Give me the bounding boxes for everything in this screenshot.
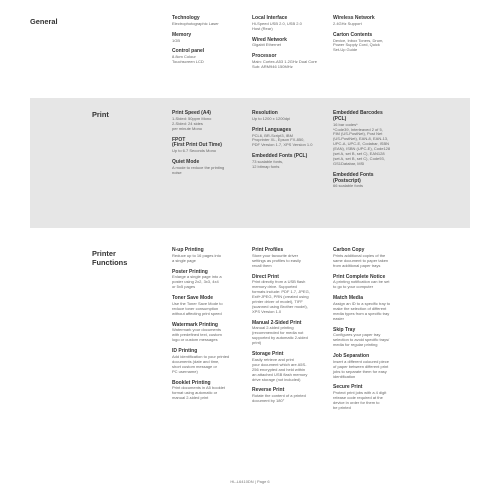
spec-item [252, 352, 326, 382]
spec-item [172, 160, 246, 176]
spec-text: Electrophotographic Laser [172, 20, 219, 26]
spec-heading: Resolution [252, 110, 278, 116]
spec-item [333, 33, 407, 54]
spec-item [252, 154, 326, 170]
spec-text: Print documents in A5 booklet format using automatic or manual 2-sided print [172, 385, 225, 401]
spec-text: Use the Toner Save Mode to reduce toner consumption without affecting print speed [172, 300, 223, 316]
spec-heading: Print Speed (A4) [172, 110, 211, 116]
spec-text: Up to 6.7 Seconds Mono [172, 148, 217, 154]
spec-text: 66 scalable fonts [333, 183, 364, 189]
spec-text: Hi-Speed USB 2.0, USB 2.0 Host (Rear) [252, 20, 302, 31]
spec-heading: ID Printing [172, 348, 198, 355]
spec-heading: Toner Save Mode [172, 295, 214, 302]
spec-heading: N-up Printing [172, 247, 204, 253]
spec-item [252, 248, 326, 269]
spec-item [252, 16, 326, 32]
spec-text: Insert a different coloured piece of paper between different print jobs to separate them for easy identification [333, 358, 389, 379]
spec-heading: Embedded Fonts (PCL) [252, 153, 308, 160]
print-col-1 [172, 111, 246, 182]
spec-text: Prints additional copies of the same document to paper taken from additional paper trays [333, 252, 389, 268]
page-footer: HL-L6410DN | Page 6 [230, 479, 270, 484]
spec-heading: Poster Printing [172, 268, 208, 275]
print-col-2 [252, 111, 326, 176]
spec-heading: Booklet Printing [172, 379, 211, 386]
spec-text: Print directly from a USB flash memory drive. Supported formats include: PDF 1.7, JPEG, Exif+JPEG, PRN (created using printer driver of model), TIFF (scanned using Brother model), XPS Version 1.0 [252, 279, 310, 314]
spec-item [333, 296, 407, 321]
spec-item [252, 275, 326, 315]
spec-heading: Processor [252, 53, 277, 60]
spec-item [252, 128, 326, 149]
spec-item [172, 349, 246, 374]
spec-item [333, 385, 407, 410]
spec-text: Device, Inbox Toners, Drum, Power Supply Cord, Quick Set-Up Guide [333, 37, 384, 53]
spec-text: A printing notification can be set to go to your computer [333, 279, 390, 290]
spec-text: 2.4GHz Support [333, 20, 362, 26]
spec-heading: Storage Print [252, 351, 284, 358]
spec-heading: Carbon Copy [333, 247, 365, 253]
spec-heading: Wired Network [252, 36, 287, 43]
general-col-1 [172, 16, 246, 71]
spec-heading: Wireless Network [333, 15, 375, 21]
spec-heading: Print Complete Notice [333, 273, 386, 280]
spec-item [172, 381, 246, 402]
spec-heading: Local Interface [252, 15, 288, 21]
spec-text: Add identification to your printed documents (date and time, short custom message or PC username) [172, 353, 230, 374]
spec-item [172, 49, 246, 65]
spec-item [172, 33, 246, 44]
spec-item [333, 354, 407, 379]
spec-item [252, 54, 326, 70]
spec-text: PCL6, BR-Script3, IBM Proprinter XL, Epson FX-850, PDF Version 1.7, XPS Version 1.0 [252, 132, 313, 148]
spec-text: Manual 2-sided printing (recommended for media not supported by automatic 2-sided print) [252, 325, 308, 346]
general-col-3 [333, 16, 407, 59]
spec-heading: Embedded Barcodes (PCL) [333, 110, 383, 122]
spec-heading: Secure Print [333, 384, 363, 391]
spec-heading: Match Media [333, 295, 364, 302]
spec-text: Reduce up to 16 pages into a single page [172, 252, 221, 263]
spec-heading: Print Languages [252, 126, 292, 133]
spec-item [333, 328, 407, 349]
spec-text: 16 bar codes* *Code39, Interleaved 2 of 5, FIM (US-PostNet), Post Net (US-PostNet), EAN-8, EAN-13, UPC-A, UPC-E, Codabar, ISBN (EAN), ISBN (UPC-E), Code128 (set A, set B, set C), EAN128 (set A, set B, set C), Code93, GS1Databar, MSI [333, 121, 391, 166]
spec-text: Rotate the content of a printed document by 180° [252, 393, 306, 404]
spec-text: Store your favourite driver settings as profiles to easily recall them [252, 252, 301, 268]
spec-text: Gigabit Ethernet [252, 42, 281, 48]
functions-col-1 [172, 248, 246, 407]
spec-item [333, 16, 407, 27]
spec-item [333, 111, 407, 167]
spec-heading: Carton Contents [333, 31, 373, 38]
spec-text: Watermark your documents with predefined text, custom logo or custom messages [172, 327, 222, 343]
spec-heading: Reverse Print [252, 387, 285, 394]
spec-heading: Print Profiles [252, 247, 284, 253]
spec-heading: Embedded Fonts (Postscript) [333, 171, 374, 184]
spec-text: Configures your paper tray selection to avoid specific trays/ media for regular printing [333, 332, 390, 348]
spec-item [172, 248, 246, 264]
functions-col-2 [252, 248, 326, 410]
spec-text: Easily retrieve and print your document which are A5S- 256 encrypted and held within an attached USB flash memory drive storage (not included) [252, 356, 308, 382]
spec-heading: Watermark Printing [172, 321, 218, 328]
spec-text: 73 scalable fonts, 12 bitmap fonts [252, 159, 284, 169]
section-title-print: Print [92, 110, 109, 119]
spec-item [252, 38, 326, 49]
spec-text: Enlarge a single page into a poster using 2x2, 3x3, 4x4 or 5x5 pages [172, 274, 222, 290]
spec-heading: Control panel [172, 48, 205, 55]
spec-item [252, 111, 326, 122]
spec-item [333, 173, 407, 190]
section-title-general: General [30, 17, 58, 26]
spec-item [333, 248, 407, 269]
spec-heading: Manual 2-Sided Print [252, 319, 302, 326]
spec-heading: Direct Print [252, 273, 279, 280]
spec-heading: Quiet Mode [172, 159, 200, 166]
spec-item [172, 296, 246, 317]
spec-text: Main: Cortex-A53 1.2GHz Dual Core Sub: ARM946 150MHz [252, 59, 317, 70]
spec-heading: Technology [172, 15, 200, 21]
spec-item [172, 111, 246, 132]
functions-col-3 [333, 248, 407, 417]
general-col-2 [252, 16, 326, 76]
print-col-3 [333, 111, 407, 195]
spec-text: Assign an ID to a specific tray to make the selection of different media types from a specific tray easier [333, 300, 391, 321]
spec-text: 1-Sided: 50ppm Mono 2-Sided: 24 sides per minute Mono [172, 115, 212, 131]
spec-item [333, 275, 407, 291]
spec-heading: Memory [172, 31, 192, 38]
spec-heading: Job Separation [333, 353, 370, 360]
spec-item [252, 321, 326, 346]
spec-text: Protect print jobs with a 4 digit release code required at the device in order for them to be printed [333, 390, 387, 410]
spec-text: 8.8cm Colour Touchscreen LCD [172, 54, 204, 65]
spec-item [172, 138, 246, 155]
spec-item [172, 323, 246, 344]
spec-text: A mode to reduce the printing noise [172, 164, 225, 175]
spec-text: Up to 1200 x 1200dpi [252, 115, 291, 121]
section-title-printer-functions: Printer Functions [92, 249, 128, 267]
spec-item [172, 16, 246, 27]
spec-text: 1GB [172, 37, 181, 43]
spec-item [252, 388, 326, 404]
spec-heading: Skip Tray [333, 326, 356, 333]
spec-heading: FPOT (First Print Out Time) [172, 136, 222, 149]
spec-item [172, 270, 246, 291]
